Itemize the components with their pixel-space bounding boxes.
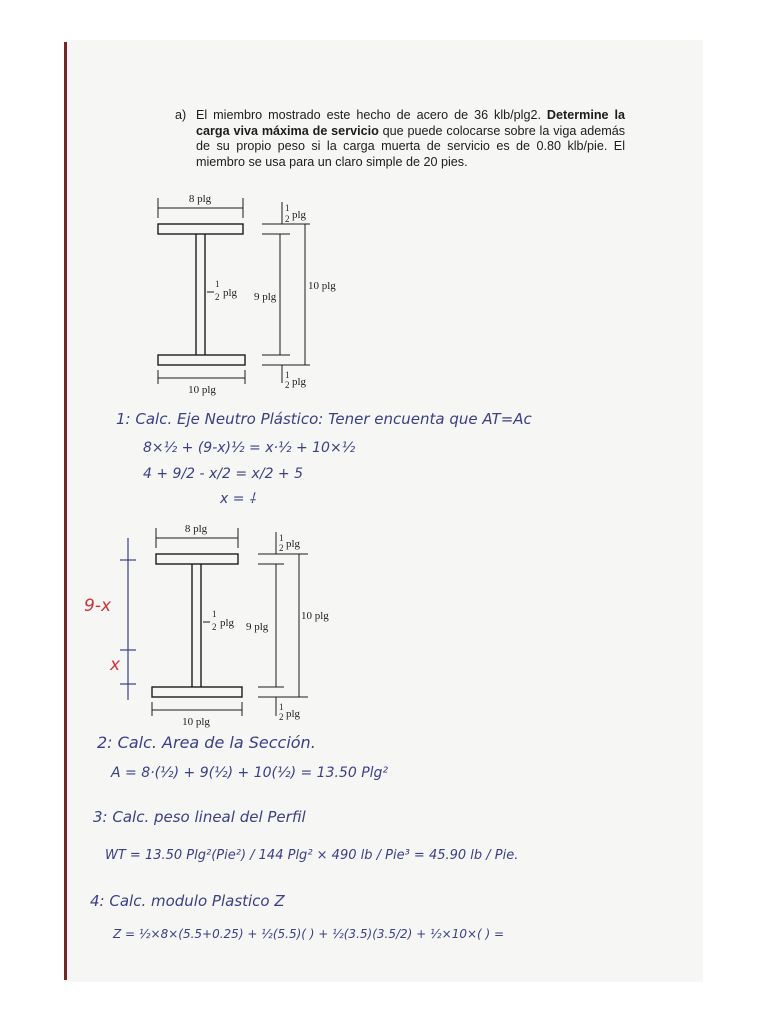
- zone-upper-label: 9-x: [84, 596, 112, 616]
- step1-line-2: 4 + 9/2 - x/2 = x/2 + 5: [143, 466, 304, 482]
- fig1-top-frac-den: 2: [285, 214, 290, 224]
- fig1-web-frac-num: 1: [215, 279, 220, 289]
- fig1-bottom-flange-label: 10 plg: [188, 384, 216, 396]
- step1-title: 1: Calc. Eje Neutro Plástico: Tener encuenta que AT=Ac: [116, 410, 532, 428]
- fig2-web-frac-den: 2: [212, 622, 217, 632]
- fig2-bottom-frac-num: 1: [279, 702, 284, 712]
- fig1-top-flange-label: 8 plg: [188, 193, 212, 205]
- fig2-top-flange-label: 8 plg: [184, 523, 208, 535]
- fig2-web-frac-num: 1: [212, 609, 217, 619]
- step2-line-1: A = 8·(½) + 9(½) + 10(½) = 13.50 Plg²: [111, 765, 389, 781]
- fig2-total-height: 10 plg: [301, 610, 329, 622]
- problem-text-bold: Determine la carga viva máxima de servicio: [196, 108, 625, 138]
- fig1-top-frac-num: 1: [285, 203, 290, 213]
- fig2-bottom-flange-label: 10 plg: [182, 716, 210, 728]
- paper-sheet: [65, 40, 703, 982]
- step3-line-1: WT = 13.50 Plg²(Pie²) / 144 Plg² × 490 lb / Pie³ = 45.90 lb / Pie.: [105, 848, 519, 863]
- step1-line-1: 8×½ + (9-x)½ = x·½ + 10×½: [143, 440, 356, 456]
- fig2-top-frac-num: 1: [279, 533, 284, 543]
- step1-line-3: x = ⸸: [220, 491, 256, 507]
- margin-line: [64, 42, 67, 980]
- figure-ibeam-1: [150, 188, 350, 400]
- fig1-web-label: plg: [223, 287, 238, 299]
- problem-text: [196, 108, 625, 170]
- fig2-top-thickness: plg: [286, 538, 301, 550]
- fig1-bottom-thickness: plg: [292, 376, 307, 388]
- fig1-web-frac-den: 2: [215, 292, 220, 302]
- step4-line-1: Z = ½×8×(5.5+0.25) + ½(5.5)( ) + ½(3.5)(3.5/2) + ½×10×( ) =: [113, 927, 505, 941]
- zone-lower-label: x: [110, 655, 121, 675]
- problem-text-2: que puede colocarse sobre la viga además de su propio peso si la carga muerta de servicio es de 0.80 klb/pie. El miembro se usa para un claro simple de 20 pies.: [196, 123, 625, 169]
- problem-statement: [175, 108, 625, 170]
- fig1-top-thickness: plg: [292, 209, 307, 221]
- fig1-total-height: 10 plg: [308, 280, 336, 292]
- problem-marker: a): [175, 108, 187, 122]
- fig2-top-frac-den: 2: [279, 543, 284, 553]
- fig1-web-height: 9 plg: [254, 291, 277, 303]
- step3-title: 3: Calc. peso lineal del Perfil: [93, 808, 306, 826]
- fig2-bottom-frac-den: 2: [279, 712, 284, 722]
- step4-title: 4: Calc. modulo Plastico Z: [90, 892, 285, 910]
- fig2-bottom-thickness: plg: [286, 708, 301, 720]
- fig1-bottom-frac-den: 2: [285, 380, 290, 390]
- fig1-bottom-frac-num: 1: [285, 370, 290, 380]
- fig2-web-label: plg: [220, 617, 235, 629]
- figure-ibeam-2: [108, 520, 338, 732]
- problem-text-1: El miembro mostrado este hecho de acero de 36 klb/plg2.: [196, 108, 547, 122]
- step2-title: 2: Calc. Area de la Sección.: [97, 733, 316, 752]
- fig2-web-height: 9 plg: [246, 621, 269, 633]
